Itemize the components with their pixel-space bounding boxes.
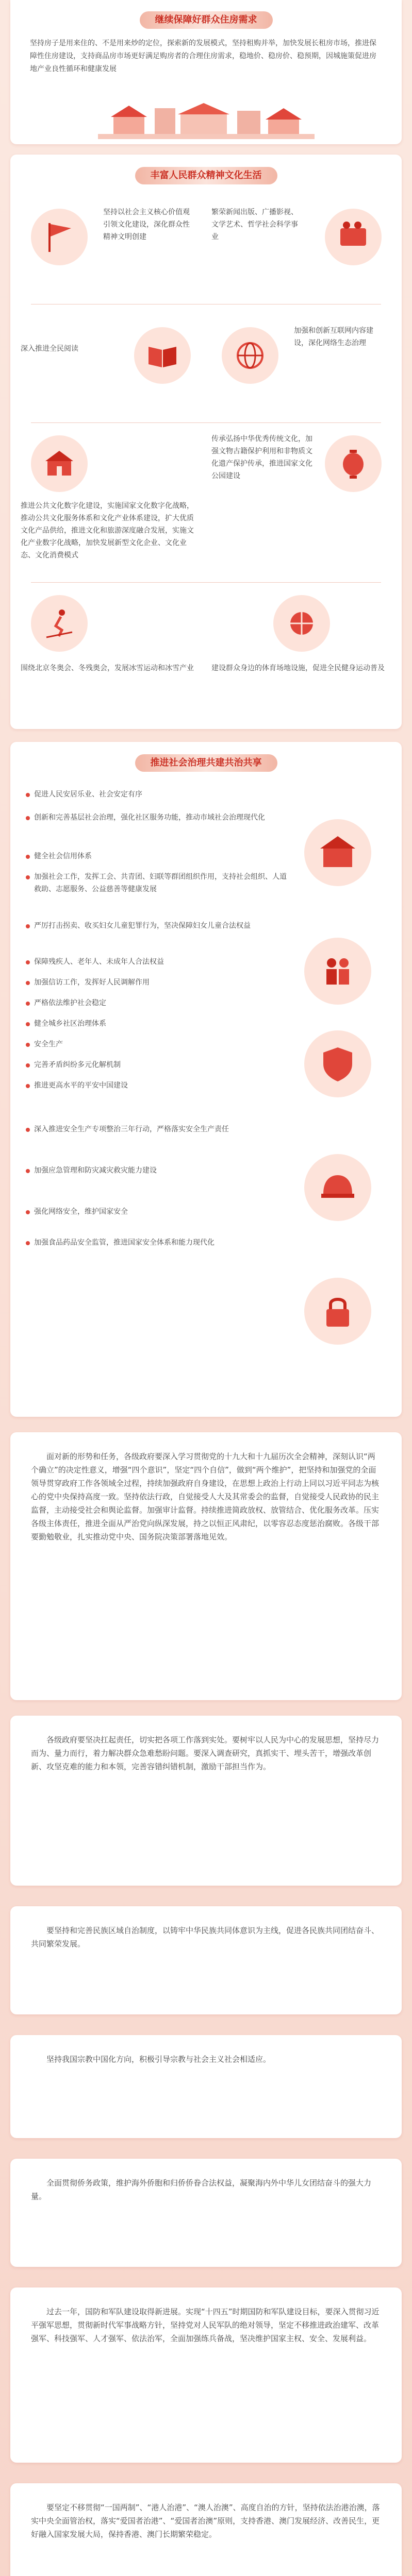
culture-row [10,592,402,716]
culture-row [10,433,402,577]
block-text: 全面贯彻侨务政策，维护海外侨胞和归侨侨眷合法权益，凝聚海内外中华儿女团结奋斗的强大力量。 [31,2178,372,2201]
list-item: 推进更高水平的平安中国建设 [26,1079,288,1121]
culture-item [21,314,206,407]
list-item: 严格依法维护社会稳定 [26,997,386,1038]
list-item: 安全生产 [26,1038,386,1079]
list-item: 加强信访工作，发挥好人民调解作用 [26,976,386,1018]
block-text: 要坚定不移贯彻“一国两制”、“港人治港”、“澳人治澳”、高度自治的方针，坚持依法治港治澳，落实中央全面管治权，落实“爱国者治港”、“爱国者治澳”原则，支持香港、澳门发展经济、改善民生，更好融入国家发展大局，保持香港、澳门长期繁荣稳定。 [31,2503,380,2539]
lantern-icon [325,435,382,492]
text-block [10,2035,402,2138]
helmet-icon [304,1154,371,1221]
culture-item [211,433,397,572]
block-text: 过去一年，国防和军队建设取得新进展。实现“十四五”时期国防和军队建设目标，要深入贯彻习近平强军思想，贯彻新时代军事战略方针，坚持党对人民军队的绝对领导，坚定不移推进政治建军、改革强军、科技强军、人才强军、依法治军，全面加强练兵备战，坚决维护国家主权、安全、发展利益。 [31,2307,380,2343]
culture-item-text: 繁荣新闻出版、广播影视、文学艺术、哲学社会科学事业 [211,208,298,241]
culture-title: 丰富人民群众精神文化生活 [135,167,277,184]
text-block [10,1716,402,1886]
list-item: 完善矛盾纠纷多元化解机制 [26,1059,386,1100]
culture-item-text: 传承弘扬中华优秀传统文化，加强文物古籍保护利用和非物质文化遗产保护传承，推进国家文化公园建设 [211,435,312,480]
flag-icon [31,209,88,265]
list-item: 严厉打击拐卖、收买妇女儿童犯罪行为，坚决保障妇女儿童合法权益 [26,920,288,961]
culture-item-text: 深入推进全民阅读 [21,345,78,353]
housing-section [10,0,402,144]
culture-item [211,592,397,711]
list-item: 促进人民安居乐业、社会安定有序 [26,788,386,829]
text-block [10,1432,402,1700]
block-text: 要坚持和完善民族区域自治制度，以铸牢中华民族共同体意识为主线，促进各民族共同团结奋斗、共同繁荣发展。 [31,1926,380,1948]
book-icon [134,327,191,384]
text-block [10,2159,402,2267]
text-block [10,2287,402,2463]
sports-icon [273,595,330,652]
network-icon [222,327,278,384]
list-item: 深入推进安全生产专项整治三年行动，严格落实安全生产责任 [26,1123,288,1164]
text-block [10,1906,402,2014]
culture-item [211,196,397,289]
governance-title: 推进社会治理共建共治共享 [135,754,277,772]
culture-item-text: 建设群众身边的体育场地设施，促进全民健身运动普及 [211,664,385,672]
list-item: 强化网络安全，维护国家安全 [26,1206,288,1247]
culture-item [21,196,206,289]
block-text: 坚持我国宗教中国化方向，积极引导宗教与社会主义社会相适应。 [46,2055,271,2064]
list-item: 保障残疾人、老年人、未成年人合法权益 [26,956,386,997]
ski-icon [31,595,88,652]
culture-item-text: 坚持以社会主义核心价值观引领文化建设，深化群众性精神文明创建 [103,208,190,241]
house-illustration-icon [98,103,315,139]
film-icon [325,209,382,265]
lock-icon [304,1278,371,1345]
governance-section [10,742,402,1417]
culture-item [21,592,206,711]
list-item: 健全社会信用体系 [26,850,386,891]
culture-icon [31,435,88,492]
list-item: 健全城乡社区治理体系 [26,1018,386,1059]
housing-title: 继续保障好群众住房需求 [140,11,273,29]
culture-row [10,314,402,417]
block-text: 各级政府要坚决扛起责任，切实把各项工作落到实处。要树牢以人民为中心的发展思想，坚持尽力而为、量力而行，着力解决群众急难愁盼问题。要深入调查研究，真抓实干、埋头苦干，增强改革创新、攻坚克难的能力和本领，完善容错纠错机制，激励干部担当作为。 [31,1735,380,1771]
list-item: 加强应急管理和防灾减灾救灾能力建设 [26,1164,288,1206]
culture-item-text: 加强和创新互联网内容建设，深化网络生态治理 [294,327,373,347]
list-item: 创新和完善基层社会治理，强化社区服务功能，推动市域社会治理现代化 [26,811,288,853]
list-item: 加强社会工作，发挥工会、共青团、妇联等群团组织作用，支持社会组织、人道救助、志愿服务、公益慈善等健康发展 [26,871,288,912]
culture-item [211,314,397,407]
text-block [10,2483,402,2576]
list-item: 加强食品药品安全监管，推进国家安全体系和能力现代化 [26,1236,288,1278]
block-text: 面对新的形势和任务，各级政府要深入学习贯彻党的十九大和十九届历次全会精神，深刻认识“两个确立”的决定性意义，增强“四个意识”，坚定“四个自信”，做到“两个维护”，把坚持和加强党的全面领导贯穿政府工作各领域全过程，持续加强政府自身建设，在思想上政治上行动上同以习近平同志为核心的党中央保持高度一致。坚持依法行政，自觉接受人大及其常委会的监督，自觉接受人民政协的民主监督，主动接受社会和舆论监督。加强审计监督。持续推进简政放权、放管结合、优化服务改革。压实各级主体责任，推进全面从严治党向纵深发展，持之以恒正风肃纪，以零容忍态度惩治腐败。各级干部要勤勉敬业，扎实推动党中央、国务院决策部署落地见效。 [31,1452,380,1541]
culture-item-text: 推进公共文化数字化建设，实施国家文化数字化战略，推动公共文化服务体系和文化产业体系建设，扩大优质文化产品供给，推进文化和旅游深度融合发展，实施文化产业数字化战略，加快发展新型文化企业、文化业态、文化消费模式 [21,502,194,560]
culture-row [10,196,402,299]
housing-text: 坚持房子是用来住的、不是用来炒的定位，探索新的发展模式，坚持租购并举，加快发展长租房市场，推进保障性住房建设，支持商品房市场更好满足购房者的合理住房需求，稳地价、稳房价、稳预期，因城施策促进房地产业良性循环和健康发展 [30,39,376,73]
culture-item [21,433,206,572]
culture-section [10,155,402,729]
culture-item-text: 围绕北京冬奥会、冬残奥会，发展冰雪运动和冰雪产业 [21,664,194,672]
